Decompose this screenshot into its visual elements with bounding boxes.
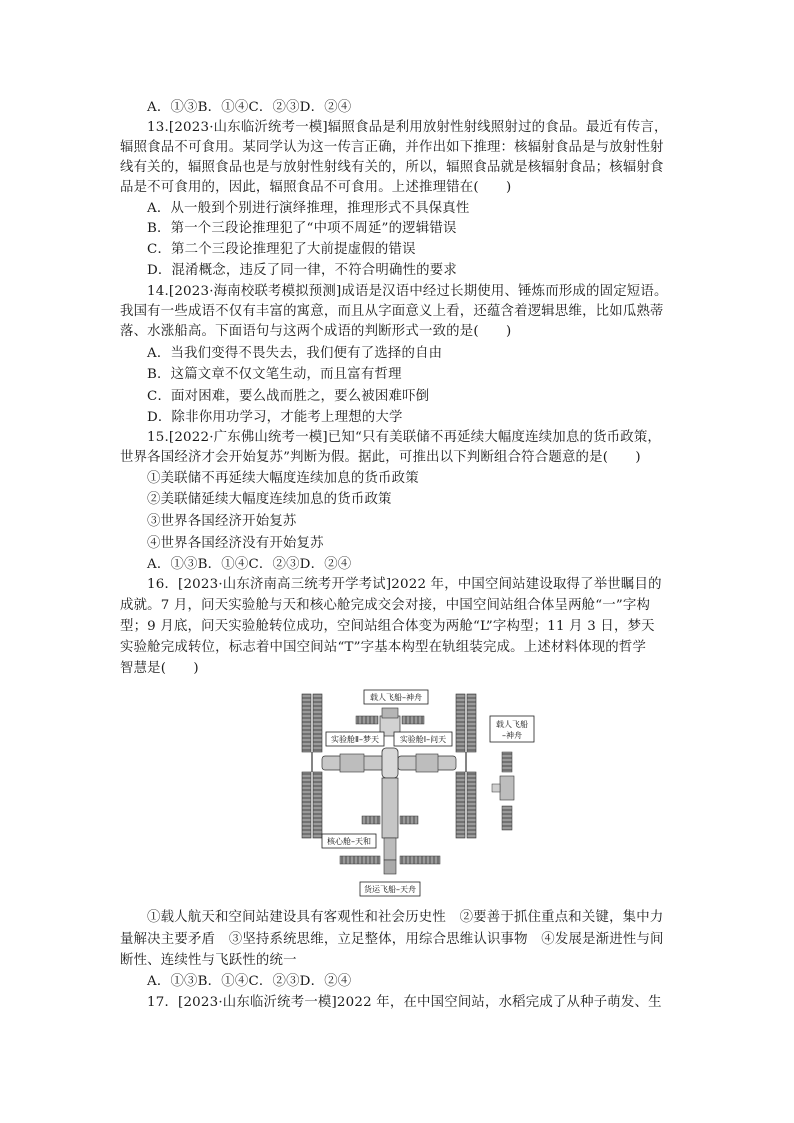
q15-item-2: ②美联储延续大幅度连续加息的货币政策 bbox=[147, 492, 392, 507]
label-right-box bbox=[490, 716, 534, 742]
wentian-solar-array-right bbox=[456, 694, 476, 838]
label-top-box bbox=[364, 690, 428, 704]
q17-stem-line1: 17．[2023·山东临沂统考一模]2022 年，在中国空间站，水稻完成了从种子萌发、生 bbox=[147, 995, 662, 1010]
label-right-line1: 载人飞船 bbox=[496, 720, 528, 729]
label-right-line2: –神舟 bbox=[502, 731, 522, 740]
q13-stem-line3: 线有关的，辐照食品也是与放射性射线有关的，所以，辐照食品就是核辐射食品；核辐射食 bbox=[120, 160, 664, 175]
q13-option-b: B．第一个三段论推理犯了“中项不周延”的逻辑错误 bbox=[147, 221, 457, 236]
q15-options: A．①③B．①④C．②③D．②④ bbox=[147, 557, 352, 572]
label-wentian-box bbox=[394, 732, 452, 746]
label-tianhe-box bbox=[322, 834, 376, 848]
q15-item-1: ①美联储不再延续大幅度连续加息的货币政策 bbox=[147, 471, 419, 486]
q13-stem-line2: 辐照食品不可食用。某同学认为这一传言正确，并作出如下推理：核辐射食品是与放射性射 bbox=[120, 140, 664, 155]
q14-stem-line1: 14.[2023·海南校联考模拟预测]成语是汉语中经过长期使用、锤炼而形成的固定短语。 bbox=[147, 284, 668, 299]
label-mengtian-box bbox=[326, 732, 384, 746]
q13-option-a: A．从一般到个别进行演绎推理，推理形式不具保真性 bbox=[147, 201, 470, 216]
q12-options: A．①③B．①④C．②③D．②④ bbox=[147, 100, 352, 115]
q15-item-4: ④世界各国经济没有开始复苏 bbox=[147, 536, 324, 551]
q13-option-c: C．第二个三段论推理犯了大前提虚假的错误 bbox=[147, 242, 416, 257]
q15-item-3: ③世界各国经济开始复苏 bbox=[147, 514, 297, 529]
q14-option-a: A．当我们变得不畏失去，我们便有了选择的自由 bbox=[147, 346, 443, 361]
space-station-figure bbox=[296, 688, 538, 900]
label-tianhe: 核心舱–天和 bbox=[327, 837, 371, 846]
q16-stem-line4: 实验舱完成转位，标志着中国空间站“T”字基本构型在轨组装完成。上述材料体现的哲学 bbox=[120, 640, 647, 655]
q15-stem-line1: 15.[2022·广东佛山统考一模]已知“只有美联储不再延续大幅度连续加息的货币政策， bbox=[147, 430, 662, 445]
label-top: 载人飞船–神舟 bbox=[370, 693, 422, 702]
q16-stem-line1: 16．[2023·山东济南高三统考开学考试]2022 年，中国空间站建设取得了举世瞩目的 bbox=[147, 577, 662, 592]
q13-option-d: D．混淆概念，违反了同一律，不符合明确性的要求 bbox=[147, 263, 457, 278]
label-bottom: 货运飞船–天舟 bbox=[364, 885, 416, 894]
q13-stem-line1: 13.[2023·山东临沂统考一模]辐照食品是利用放射性射线照射过的食品。最近有传言， bbox=[147, 120, 668, 135]
mengtian-solar-array-left bbox=[302, 694, 322, 838]
q13-stem-line4: 品是不可食用的，因此，辐照食品不可食用。上述推理错在( ) bbox=[120, 180, 512, 195]
q14-option-b: B．这篇文章不仅文笔生动，而且富有哲理 bbox=[147, 367, 402, 382]
q16-options: A．①③B．①④C．②③D．②④ bbox=[147, 974, 352, 989]
q14-stem-line2: 我国有一些成语不仅有丰富的寓意，而且从字面意义上看，还蕴含着逻辑思维，比如瓜熟蒂 bbox=[120, 304, 664, 319]
q14-option-d: D．除非你用功学习，才能考上理想的大学 bbox=[147, 410, 403, 425]
label-wentian: 实验舱Ⅰ–问天 bbox=[399, 735, 447, 744]
shenzhou-right bbox=[492, 752, 514, 830]
label-bottom-box bbox=[360, 882, 420, 896]
q14-option-c: C．面对困难，要么战而胜之，要么被困难吓倒 bbox=[147, 389, 430, 404]
q16-statement-line2: 量解决主要矛盾 ③坚持系统思维，立足整体，用综合思维认识事物 ④发展是渐进性与间 bbox=[120, 932, 664, 947]
q16-stem-line5: 智慧是( ) bbox=[120, 661, 199, 676]
q16-statement-line3: 断性、连续性与飞跃性的统一 bbox=[120, 953, 297, 968]
q15-stem-line2: 世界各国经济才会开始复苏”判断为假。据此，可推出以下判断组合符合题意的是( ) bbox=[120, 450, 641, 465]
label-mengtian: 实验舱Ⅱ–梦天 bbox=[331, 735, 379, 744]
q16-stem-line3: 型；9 月底，问天实验舱转位成功，空间站组合体变为两舱“L”字构型；11 月 3 日，梦天 bbox=[120, 619, 655, 634]
q14-stem-line3: 落、水涨船高。下面语句与这两个成语的判断形式一致的是( ) bbox=[120, 324, 512, 339]
q16-statement-line1: ①载人航天和空间站建设具有客观性和社会历史性 ②要善于抓住重点和关键，集中力 bbox=[147, 910, 664, 925]
q16-stem-line2: 成就。7 月，问天实验舱与天和核心舱完成交会对接，中国空间站组合体呈两舱“一”字构 bbox=[120, 598, 651, 613]
